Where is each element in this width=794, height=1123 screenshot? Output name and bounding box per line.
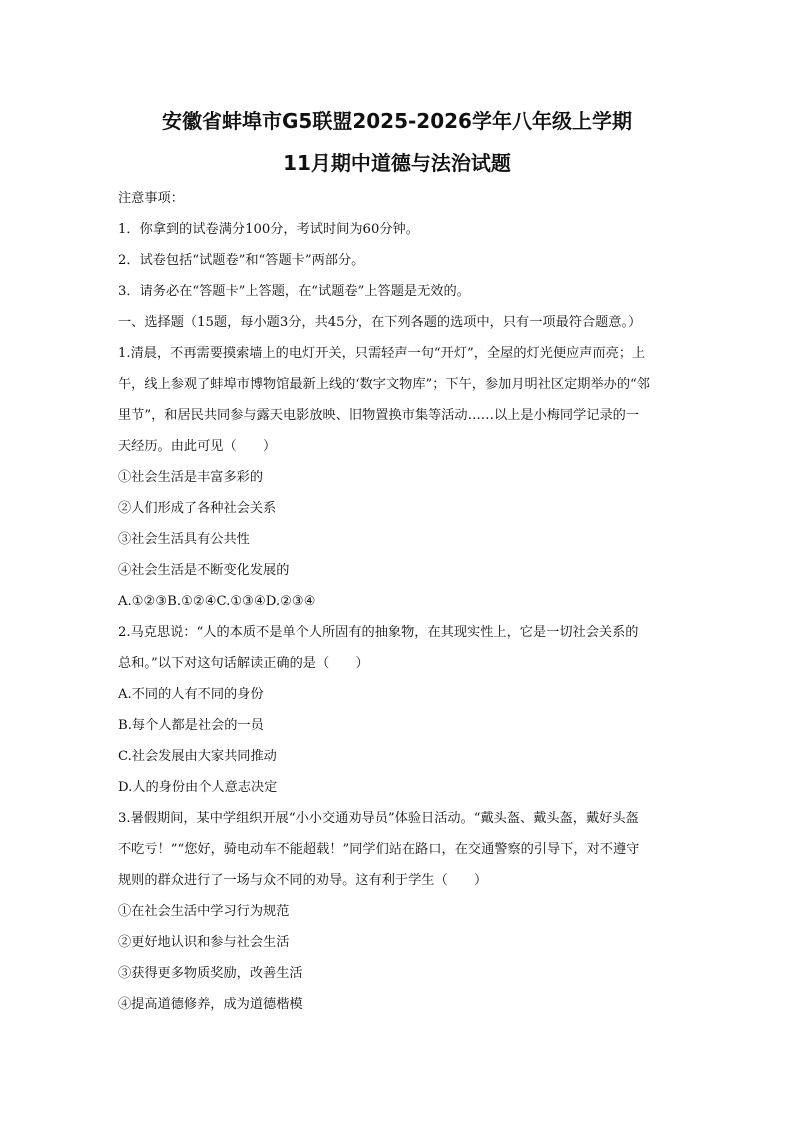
question-2-option: C.社会发展由大家共同推动 [118,749,277,764]
notice-item: 1．你拿到的试卷满分100分，考试时间为60分钟。 [118,222,419,237]
question-1-statement: ③社会生活具有公共性 [118,532,250,547]
question-1-statement: ②人们形成了各种社会关系 [118,501,277,516]
question-1-stem-line: 1.清晨，不再需要摸索墙上的电灯开关，只需轻声一句“开灯”，全屋的灯光便应声而亮；上 [118,346,646,361]
question-2-stem-line: 总和。”以下对这句话解读正确的是（ ） [118,656,369,671]
question-3-stem-line: 规则的群众进行了一场与众不同的劝导。这有利于学生（ ） [118,873,488,888]
question-1-stem-line: 里节”，和居民共同参与露天电影放映、旧物置换市集等活动……以上是小梅同学记录的一 [118,408,640,423]
question-3-stem-line: 3.暑假期间，某中学组织开展“小小交通劝导员”体验日活动。“戴头盔、戴头盔，戴好头盔 [118,811,639,826]
question-2-option: B.每个人都是社会的一员 [118,718,264,733]
question-3-statement: ②更好地认识和参与社会生活 [118,935,290,950]
notice-item: 2．试卷包括“试题卷”和“答题卡”两部分。 [118,253,365,268]
section-heading: 一、选择题（15题，每小题3分，共45分，在下列各题的选项中，只有一项最符合题意。） [118,315,642,330]
question-2-option: A.不同的人有不同的身份 [118,687,264,702]
question-1-stem-line: 午，线上参观了蚌埠市博物馆最新上线的‘数字文物库”；下午，参加月明社区定期举办的“邻 [118,377,650,392]
exam-title-line-2: 11月期中道德与法治试题 [283,151,511,175]
question-2-stem-line: 2.马克思说：“人的本质不是单个人所固有的抽象物，在其现实性上，它是一切社会关系的 [118,625,639,640]
question-3-statement: ①在社会生活中学习行为规范 [118,904,290,919]
question-1-stem-line: 天经历。由此可见（ ） [118,439,277,454]
question-1-statement: ④社会生活是不断变化发展的 [118,563,290,578]
question-3-stem-line: 不吃亏！”“您好，骑电动车不能超载！”同学们站在路口，在交通警察的引导下，对不遵守 [118,842,640,857]
question-2-option: D.人的身份由个人意志决定 [118,780,278,795]
notice-heading: 注意事项： [118,191,184,206]
question-3-statement: ③获得更多物质奖励，改善生活 [118,966,303,981]
question-3-statement: ④提高道德修养，成为道德楷模 [118,997,303,1012]
notice-item: 3．请务必在“答题卡”上答题，在“试题卷”上答题是无效的。 [118,284,470,299]
exam-title-line-1: 安徽省蚌埠市G5联盟2025-2026学年八年级上学期 [162,109,632,133]
exam-content [118,183,678,1020]
question-1-statement: ①社会生活是丰富多彩的 [118,470,264,485]
question-1-options: A.①②③B.①②④C.①③④D.②③④ [118,594,316,609]
